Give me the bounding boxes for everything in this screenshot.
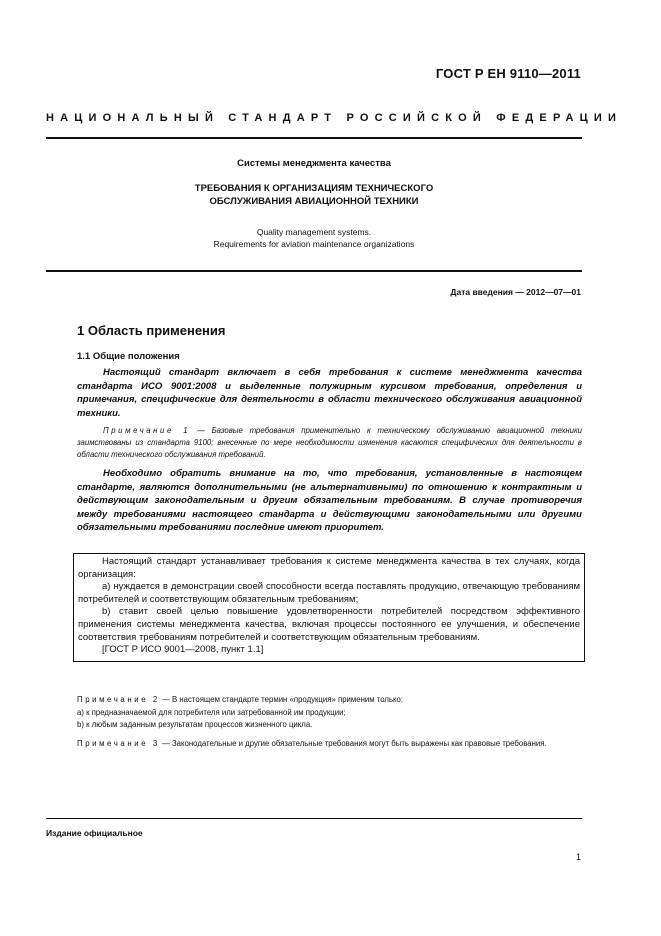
page-number: 1 <box>575 852 581 862</box>
note-2-item-a: a) к предназначаемой для потребителя или затребованной им продукции; <box>77 707 346 717</box>
english-title-line-2: Requirements for aviation maintenance organizations <box>213 239 415 249</box>
middle-rule <box>46 270 582 272</box>
footer-rule <box>46 818 582 819</box>
note-2-label: Примечание 2 <box>77 695 160 704</box>
top-rule <box>46 137 582 139</box>
gost-code: ГОСТ Р ЕН 9110—2011 <box>435 66 581 81</box>
boxed-quotation <box>73 553 585 662</box>
note-1-text: — Базовые требования применительно к техническому обслуживанию авиационной техники заимствованы из стандарта 9100; внесенные по мере необходимости изменения касаются специфических для деятельности в области технического обслуживания требований. <box>77 426 582 459</box>
note-3 <box>77 738 582 751</box>
boxed-item-b: b) ставит своей целью повышение удовлетворенности потребителей посредством эффективного применения системы менеджмента качества, включая процессы постоянного ее улучшения, и обеспечение соответствия требованиям потребителей и соответствующим обязательным требованиям. <box>78 606 580 643</box>
english-title <box>46 226 582 250</box>
note-1 <box>77 425 582 461</box>
note-3-label: Примечание 3 <box>77 739 160 748</box>
note-2-text: — В настоящем стандарте термин «продукция» применим только: <box>159 695 404 704</box>
systems-title: Системы менеджмента качества <box>237 158 391 169</box>
note-3-text: — Законодательные и другие обязательные требования могут быть выражены как правовые требования. <box>159 739 547 748</box>
boxed-intro: Настоящий стандарт устанавливает требования к системе менеджмента качества в тех случаях, когда организация: <box>78 556 580 580</box>
paragraph-priority: Необходимо обратить внимание на то, что требования, установленные в настоящем стандарте, являются дополнительными (не альтернативными) по отношению к контрактным и действующим законодательным и другим обязательным требованиям. В случае противоречия между требованиями настоящего стандарта и действующими законодательными или другими обязательными требованиями последние имеют приоритет. <box>77 468 582 534</box>
boxed-reference: [ГОСТ Р ИСО 9001—2008, пункт 1.1] <box>102 644 264 656</box>
note-1-label: Примечание 1 <box>103 426 191 435</box>
note-2-item-b: b) к любым заданным результатам процессов жизненного цикла. <box>77 720 313 730</box>
boxed-item-a: a) нуждается в демонстрации своей способности всегда поставлять продукцию, отвечающую требованиям потребителей и соответствующим обязательным требованиям; <box>78 581 580 605</box>
section-title: 1 Область применения <box>77 323 226 338</box>
official-edition: Издание официальное <box>46 828 143 838</box>
national-standard-title: НАЦИОНАЛЬНЫЙ СТАНДАРТ РОССИЙСКОЙ ФЕДЕРАЦИИ <box>46 112 623 124</box>
introduction-date: Дата введения — 2012—07—01 <box>450 287 581 297</box>
paragraph-scope: Настоящий стандарт включает в себя требования к системе менеджмента качества стандарта ИСО 9001:2008 и выделенные полужирным курсивом требования, определения и примечания, специфические для деятельности в области технического обслуживания авиационной техники. <box>77 367 582 419</box>
requirements-title: ТРЕБОВАНИЯ К ОРГАНИЗАЦИЯМ ТЕХНИЧЕСКОГО ОБСЛУЖИВАНИЯ АВИАЦИОННОЙ ТЕХНИКИ <box>194 183 434 207</box>
english-title-line-1: Quality management systems. <box>256 227 372 237</box>
subsection-title: 1.1 Общие положения <box>77 351 180 362</box>
note-2 <box>77 694 582 732</box>
